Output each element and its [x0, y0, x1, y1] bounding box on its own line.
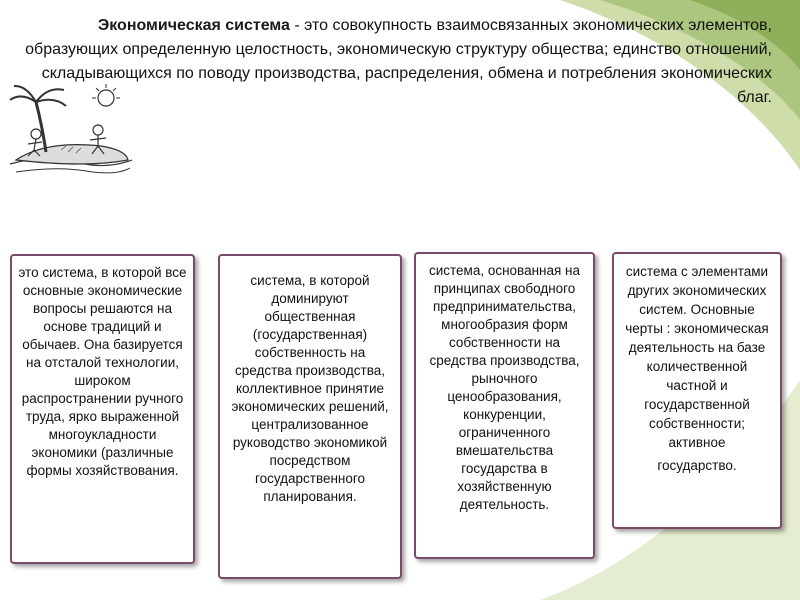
term-economic-system: Экономическая система [97, 17, 290, 34]
card-traditional-system: это система, в которой все основные экономические вопросы решаются на основе традиций и обычаев. Она базируется на отсталой технологии, широком распространении ручного труда, ярко выраженной многоукладности экономики (различные формы хозяйствования. [10, 254, 195, 564]
card-command-system: система, в которой доминируют общественная (государственная) собственность на средства производства, коллективное принятие экономических решений, централизованное руководство экономикой посредством государственного планирования. [218, 254, 402, 579]
mixed-system-text-end: государство. [657, 458, 737, 473]
mixed-system-text: система с элементами других экономических систем. Основные черты : экономическая деятельность на базе количественной частной и государственной собственности; активное [625, 264, 769, 450]
card-market-system: система, основанная на принципах свободного предпринимательства, многообразия форм собственности на средства производства, рыночного ценообразования, конкуренции, ограниченного вмешательства государства в хозяйственную деятельность. [414, 252, 595, 559]
definition-text: - это совокупность взаимосвязанных экономических элементов, образующих определенную целостность, экономическую структуру общества; единство отношений, складывающихся по поводу производства, распределения, обмена и потребления экономических благ. [25, 17, 772, 106]
card-mixed-system [612, 252, 782, 529]
desert-island-icon [6, 80, 136, 180]
